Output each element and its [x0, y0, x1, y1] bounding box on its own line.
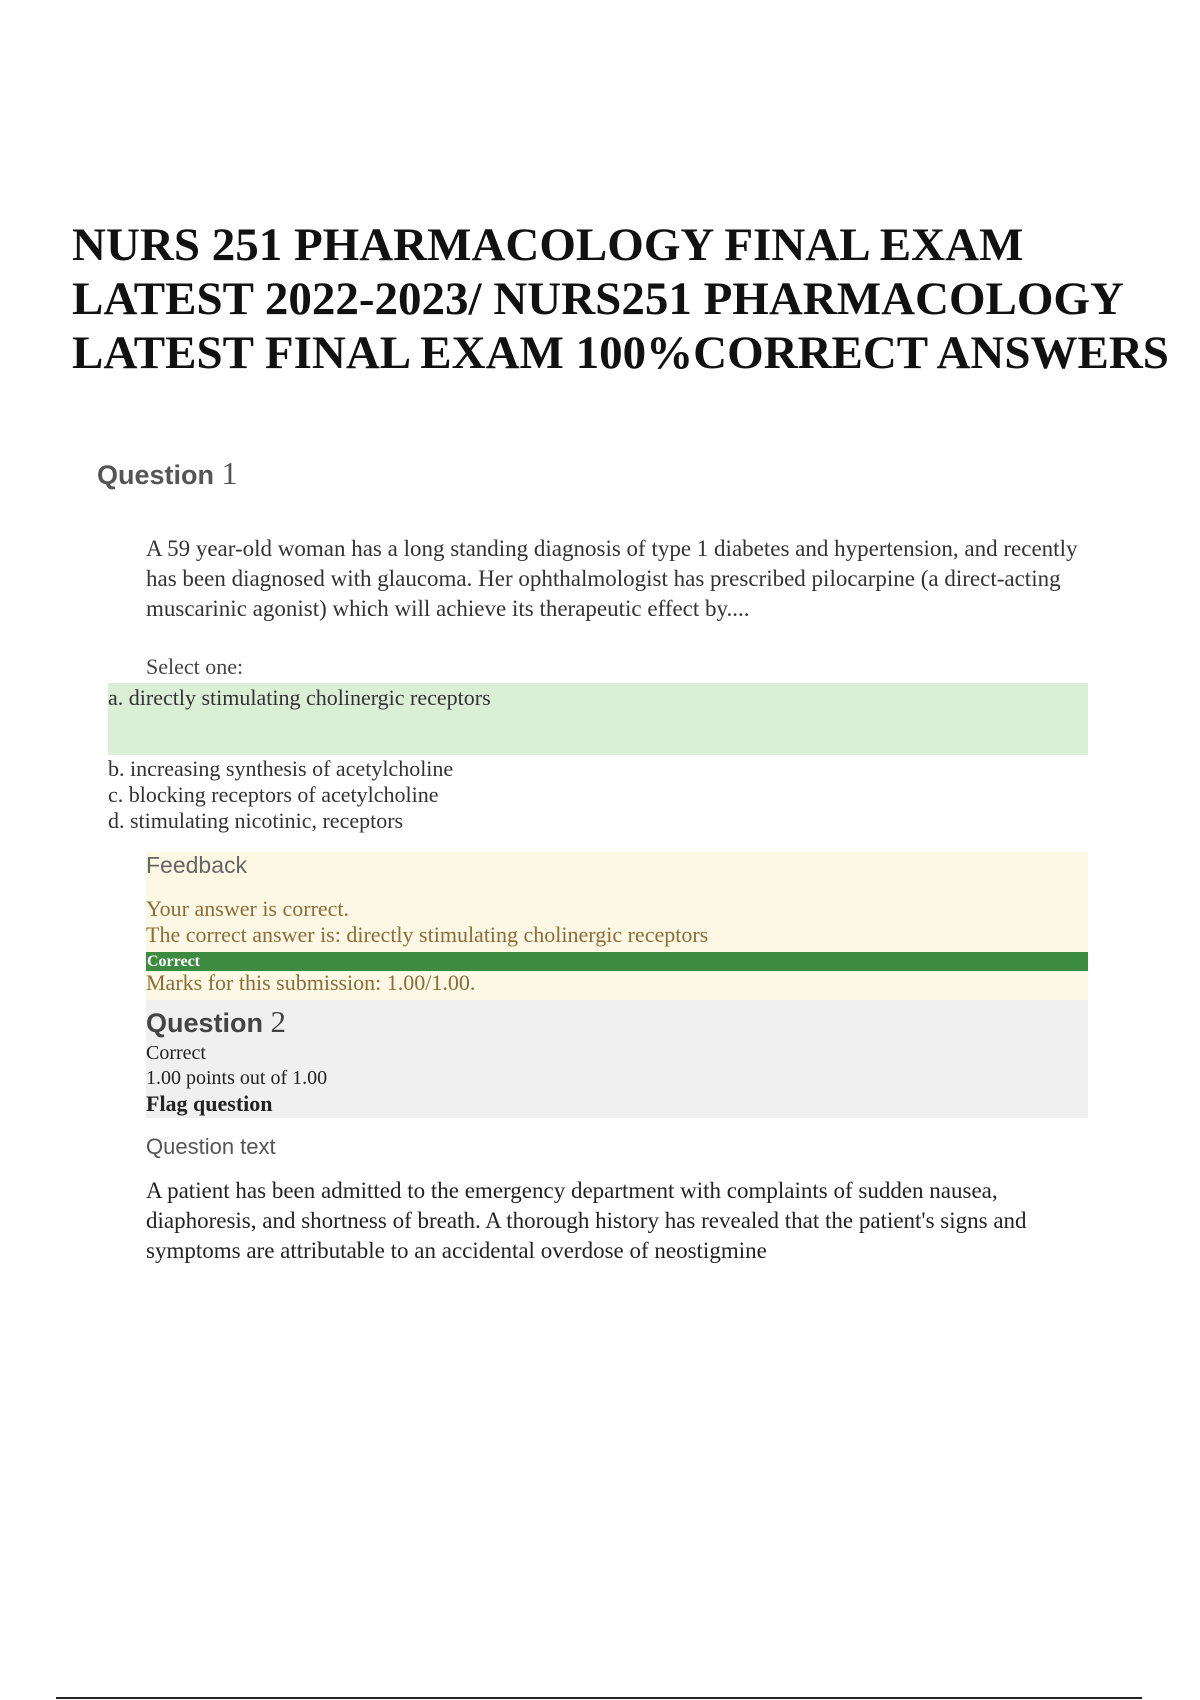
- answer-option-c[interactable]: c. blocking receptors of acetylcholine: [108, 782, 439, 807]
- answer-option-b[interactable]: b. increasing synthesis of acetylcholine: [108, 756, 454, 781]
- select-one-prompt: Select one:: [146, 654, 244, 679]
- title-line-1: NURS 251 PHARMACOLOGY FINAL EXAM: [72, 219, 1024, 271]
- question-2-text-label: Question text: [146, 1134, 276, 1159]
- question-2-points: 1.00 points out of 1.00: [146, 1067, 328, 1089]
- question-2-number: 2: [270, 1004, 287, 1039]
- question-2-label: Question: [146, 1008, 264, 1038]
- question-1-number: 1: [221, 455, 238, 491]
- page-title: [72, 218, 1200, 380]
- feedback-result: Your answer is correct.: [146, 896, 350, 921]
- question-2-status: Correct: [146, 1042, 206, 1064]
- question-2-text: A patient has been admitted to the emergency department with complaints of sudden nausea, diaphoresis, and shortness of breath. A thorough history has revealed that the patient's signs and symptoms are attributable to an accidental overdose of neostigmine: [146, 1178, 1027, 1263]
- question-2-heading: [146, 1004, 286, 1040]
- feedback-title: Feedback: [146, 852, 248, 878]
- question-1-text: A 59 year-old woman has a long standing diagnosis of type 1 diabetes and hypertension, and recently has been diagnosed with glaucoma. Her ophthalmologist has prescribed pilocarpine (a direct-acting muscarinic agonist) which will achieve its therapeutic effect by....: [146, 536, 1078, 621]
- question-1-label: Question: [97, 460, 215, 490]
- footer-divider: [56, 1697, 1142, 1699]
- correct-status-badge: Correct: [146, 952, 1088, 971]
- flag-question-link[interactable]: Flag question: [146, 1091, 273, 1116]
- answer-option-d[interactable]: d. stimulating nicotinic, receptors: [108, 808, 404, 833]
- feedback-panel: [146, 852, 1088, 1000]
- question-2-info-panel: [146, 1000, 1088, 1118]
- feedback-marks: Marks for this submission: 1.00/1.00.: [146, 970, 476, 995]
- title-line-2: LATEST 2022-2023/ NURS251 PHARMACOLOGY: [72, 273, 1124, 325]
- answer-option-a-selected[interactable]: [108, 683, 1088, 755]
- title-line-3: LATEST FINAL EXAM 100%CORRECT ANSWERS: [72, 327, 1169, 379]
- feedback-correct-answer: The correct answer is: directly stimulating cholinergic receptors: [146, 922, 709, 947]
- question-1-heading: [97, 455, 238, 492]
- answer-option-a-label: a. directly stimulating cholinergic receptors: [108, 685, 491, 710]
